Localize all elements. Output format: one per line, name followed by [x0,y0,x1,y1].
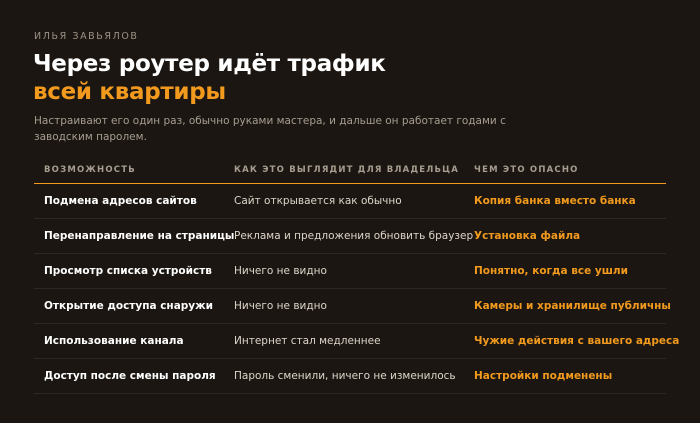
owner-view-cell: Реклама и предложения обновить браузер [224,219,464,254]
feature-cell: Перенаправление на страницы [34,219,224,254]
danger-cell: Чужие действия с вашего адреса [464,324,666,359]
danger-cell: Настройки подменены [464,359,666,394]
threats-table [34,157,680,394]
table-row [34,289,666,324]
owner-view-cell: Сайт открывается как обычно [224,184,464,219]
feature-cell: Использование канала [34,324,224,359]
feature-cell: Подмена адресов сайтов [34,184,224,219]
owner-view-cell: Интернет стал медленнее [224,324,464,359]
danger-cell: Копия банка вместо банка [464,184,666,219]
column-header-owner-view: КАК ЭТО ВЫГЛЯДИТ ДЛЯ ВЛАДЕЛЬЦА [224,157,464,184]
headline [33,50,386,106]
table-header-row [34,157,666,184]
column-header-feature: ВОЗМОЖНОСТЬ [34,157,224,184]
danger-cell: Камеры и хранилище публичны [464,289,666,324]
feature-cell: Просмотр списка устройств [34,254,224,289]
table-row [34,254,666,289]
headline-line-1: Через роутер идёт трафик [33,51,386,77]
feature-cell: Открытие доступа снаружи [34,289,224,324]
table-row [34,184,666,219]
owner-view-cell: Пароль сменили, ничего не изменилось [224,359,464,394]
table-row [34,324,666,359]
table-row [34,359,666,394]
danger-cell: Установка файла [464,219,666,254]
lead-paragraph: Настраивают его один раз, обычно руками мастера, и дальше он работает годами с заводским паролем. [34,115,506,143]
table-row [34,219,666,254]
feature-cell: Доступ после смены пароля [34,359,224,394]
author-name: ИЛЬЯ ЗАВЬЯЛОВ [34,31,139,42]
column-header-danger: ЧЕМ ЭТО ОПАСНО [464,157,666,184]
danger-cell: Понятно, когда все ушли [464,254,666,289]
owner-view-cell: Ничего не видно [224,289,464,324]
headline-line-2-accent: всей квартиры [33,79,226,105]
owner-view-cell: Ничего не видно [224,254,464,289]
